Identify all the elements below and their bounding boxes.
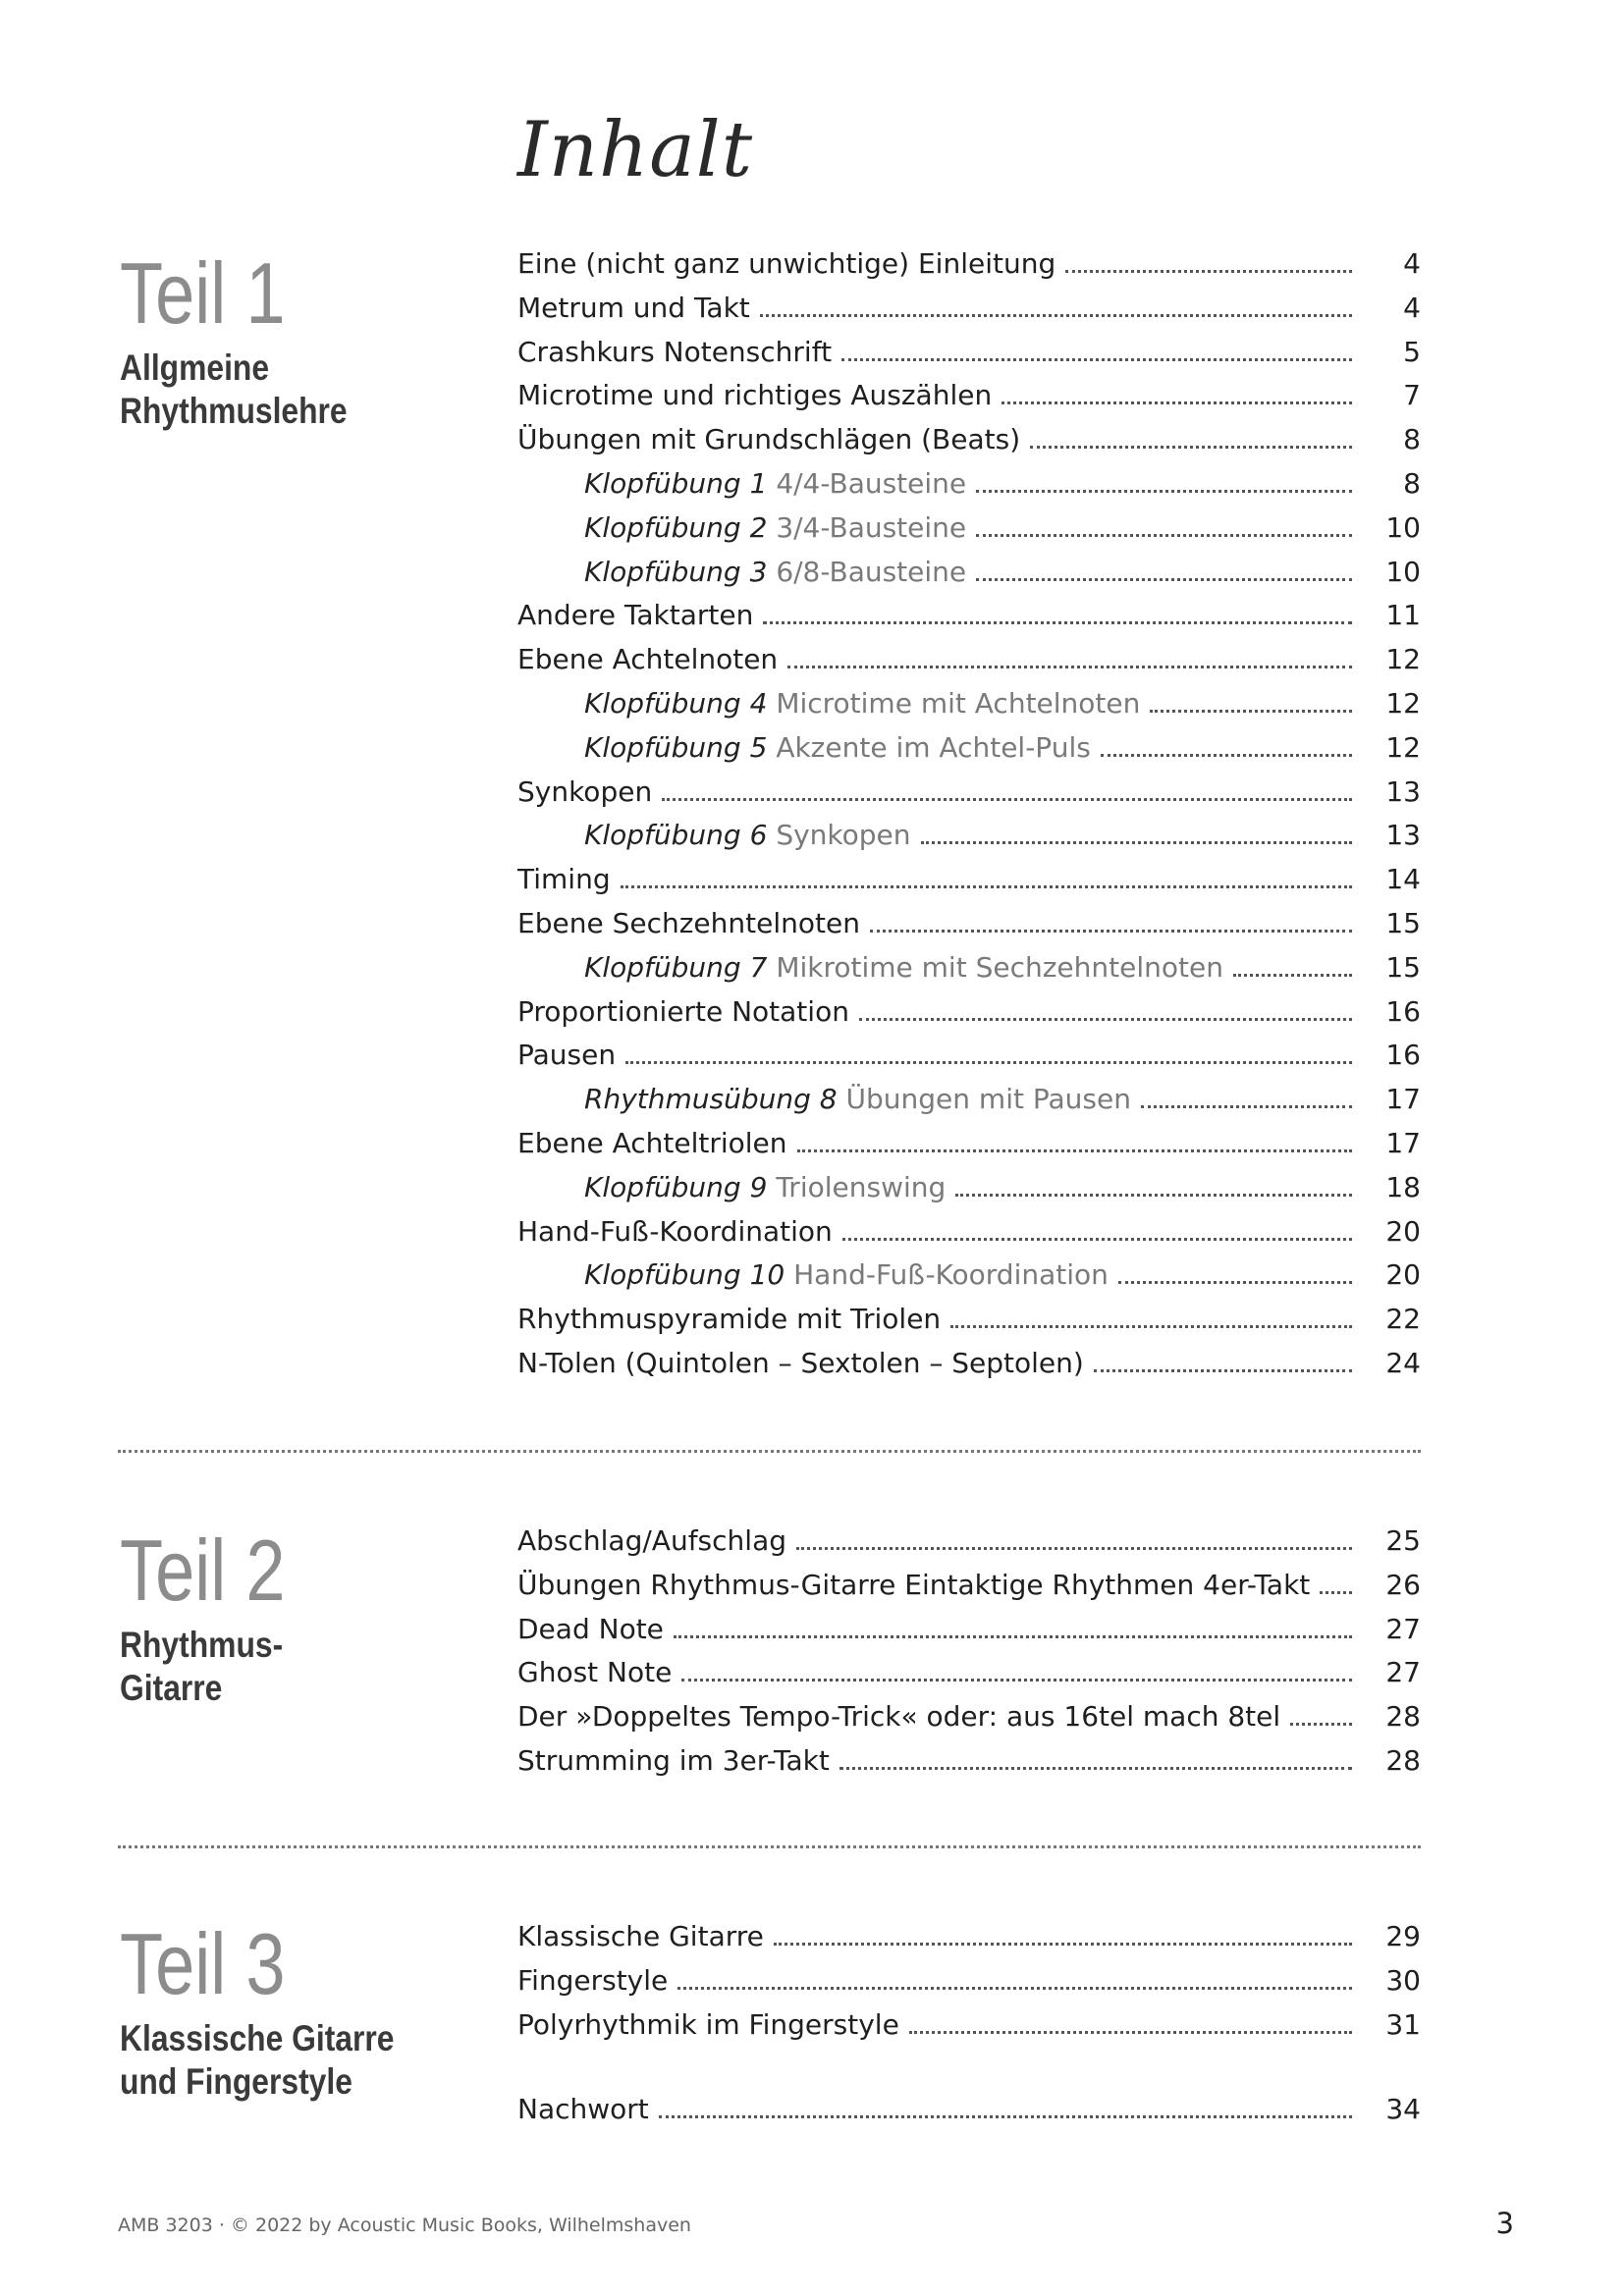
toc-dot-leader: [1094, 1369, 1352, 1372]
part-3-heading: Teil 3: [120, 1915, 286, 2012]
toc-dot-leader: [681, 1679, 1352, 1682]
toc-entry-page: 14: [1385, 863, 1421, 896]
toc-entry-title: [517, 1258, 1118, 1291]
toc-entry: [517, 1613, 1421, 1657]
toc-entry: [517, 819, 1421, 863]
toc-entry: [517, 1039, 1421, 1083]
toc-entry: [517, 1215, 1421, 1259]
toc-entry-title: Hand-Fuß-Koordination: [517, 1214, 833, 1248]
toc-dot-leader: [976, 490, 1352, 493]
toc-dot-leader: [625, 1061, 1352, 1064]
toc-entry-page: 5: [1403, 335, 1421, 368]
toc-entry-exercise-title: 3/4-Bausteine: [776, 510, 967, 544]
toc-dot-leader: [1150, 710, 1352, 713]
toc-entry: [517, 2093, 1421, 2137]
toc-entry-title: Rhythmuspyramide mit Triolen: [517, 1303, 942, 1336]
toc-entry-title: Abschlag/Aufschlag: [517, 1524, 786, 1557]
toc-entry-page: 24: [1385, 1346, 1421, 1379]
toc-entry-page: 25: [1385, 1524, 1421, 1557]
toc-entry-exercise-title: Microtime mit Achtelnoten: [776, 686, 1141, 720]
toc-entry: [517, 1920, 1421, 1964]
toc-entry-page: 30: [1385, 1963, 1421, 1997]
toc-entry: [517, 1524, 1421, 1569]
toc-entry-title: Pausen: [517, 1039, 617, 1072]
toc-entry-page: 12: [1385, 730, 1421, 764]
toc-entry: [517, 2008, 1421, 2053]
toc-entry-title: N-Tolen (Quintolen – Sextolen – Septolen): [517, 1346, 1084, 1379]
toc-dot-leader: [976, 578, 1352, 581]
part-3-subtitle: [120, 2017, 394, 2104]
toc-entry-title: [517, 951, 1233, 984]
toc-entry: [517, 292, 1421, 336]
toc-dot-leader: [976, 534, 1352, 537]
toc-entry-page: 7: [1403, 379, 1421, 412]
toc-entry: [517, 1744, 1421, 1789]
toc-entry-page: 4: [1403, 247, 1421, 280]
toc-entry-title: Polyrhythmik im Fingerstyle: [517, 2007, 899, 2041]
toc-entry: [517, 467, 1421, 511]
toc-entry-page: 4: [1403, 291, 1421, 324]
toc-entry-page: 34: [1385, 2093, 1421, 2126]
toc-entry-title: [517, 731, 1101, 764]
toc-entry-exercise-label: Klopfübung 7: [584, 950, 768, 984]
toc-entry-page: 15: [1385, 906, 1421, 939]
toc-entry-title: [517, 511, 976, 544]
toc-dot-leader: [1118, 1281, 1352, 1284]
toc-entry: [517, 1303, 1421, 1347]
toc-entry-title: Timing: [517, 863, 611, 896]
toc-entry: [517, 643, 1421, 687]
part-1-heading: Teil 1: [120, 244, 286, 342]
toc-dot-leader: [950, 1325, 1352, 1328]
toc-entry-page: 13: [1385, 774, 1421, 808]
toc-entry-title: Fingerstyle: [517, 1963, 669, 1997]
toc-entry-title: Eine (nicht ganz unwichtige) Einleitung: [517, 247, 1056, 280]
part-2-heading: Teil 2: [120, 1522, 286, 1619]
toc-entry: [517, 1700, 1421, 1744]
toc-entry-exercise-label: Klopfübung 1: [584, 466, 768, 500]
toc-entry-title: Microtime und richtiges Auszählen: [517, 379, 993, 412]
toc-entry-page: 16: [1385, 1039, 1421, 1072]
toc-entry: [517, 1347, 1421, 1391]
toc-entry-title: [517, 1083, 1141, 1115]
toc-entry-page: 20: [1385, 1214, 1421, 1248]
toc-entry: [517, 379, 1421, 423]
toc-entry-page: 10: [1385, 510, 1421, 544]
part-2-header: [120, 1522, 321, 1710]
toc-entry-title: [517, 1171, 955, 1203]
toc-entry-page: 12: [1385, 643, 1421, 676]
toc-dot-leader: [1141, 1105, 1352, 1108]
toc-entry-exercise-title: Mikrotime mit Sechzehntelnoten: [776, 950, 1223, 984]
toc-entry-page: 17: [1385, 1083, 1421, 1116]
toc-entry-exercise-label: Klopfübung 9: [584, 1170, 768, 1203]
toc-entry-title: Übungen mit Grundschlägen (Beats): [517, 423, 1021, 456]
toc-entry-exercise-title: Synkopen: [776, 819, 911, 852]
part-1-subtitle: [120, 347, 348, 433]
page-number: 3: [1495, 2207, 1514, 2240]
toc-entry-exercise-title: Triolenswing: [776, 1170, 947, 1203]
toc-dot-leader: [787, 666, 1352, 668]
toc-entry-page: 27: [1385, 1612, 1421, 1645]
toc-entry: [517, 1258, 1421, 1303]
toc-dot-leader: [760, 314, 1352, 317]
part-3-subtitle-line: Klassische Gitarre: [120, 2018, 395, 2058]
toc-entry: [517, 687, 1421, 731]
part-1-entries: [517, 247, 1421, 1391]
toc-entry-title: Synkopen: [517, 774, 653, 808]
toc-entry: [517, 731, 1421, 775]
toc-entry-title: Crashkurs Notenschrift: [517, 335, 833, 368]
toc-entry-title: [517, 556, 976, 588]
toc-entry-exercise-label: Klopfübung 4: [584, 686, 768, 720]
toc-entry-exercise-title: Akzente im Achtel-Puls: [776, 730, 1091, 764]
toc-entry: [517, 951, 1421, 995]
toc-entry-title: [517, 819, 921, 851]
toc-dot-leader: [1320, 1591, 1352, 1594]
toc-entry-title: [517, 467, 976, 500]
toc-entry: [517, 995, 1421, 1040]
toc-entry: [517, 511, 1421, 556]
part-1-header: [120, 244, 384, 433]
toc-dot-leader: [870, 930, 1352, 933]
toc-entry-page: 28: [1385, 1700, 1421, 1734]
toc-entry-exercise-title: Hand-Fuß-Koordination: [793, 1258, 1109, 1292]
part-3-header: [120, 1915, 439, 2104]
toc-entry: [517, 1964, 1421, 2008]
footer-copyright: AMB 3203 · © 2022 by Acoustic Music Books, Wilhelmshaven: [118, 2215, 691, 2236]
toc-entry-title: Dead Note: [517, 1612, 664, 1645]
toc-dot-leader: [677, 1987, 1352, 1990]
toc-entry-exercise-label: Klopfübung 6: [584, 819, 768, 852]
toc-entry-page: 15: [1385, 950, 1421, 984]
toc-entry-title: Metrum und Takt: [517, 291, 750, 324]
toc-entry: [517, 863, 1421, 907]
toc-entry-title: Andere Taktarten: [517, 599, 754, 632]
part-3-entries: [517, 1920, 1421, 2137]
toc-entry: [517, 423, 1421, 467]
toc-entry-page: 16: [1385, 994, 1421, 1028]
toc-entry: [517, 1127, 1421, 1171]
toc-dot-leader: [955, 1194, 1352, 1197]
toc-entry-exercise-title: 4/4-Bausteine: [776, 466, 967, 500]
section-divider: [118, 1845, 1421, 1848]
toc-dot-leader: [909, 2031, 1352, 2034]
toc-dot-leader: [839, 1767, 1352, 1770]
toc-dot-leader: [763, 621, 1352, 624]
toc-entry-title: Übungen Rhythmus-Gitarre Eintaktige Rhythmen 4er-Takt: [517, 1568, 1311, 1601]
part-1-subtitle-line: Rhythmuslehre: [120, 391, 348, 431]
toc-entry: [517, 1656, 1421, 1700]
part-2-subtitle-line: Gitarre: [120, 1668, 223, 1708]
toc-entry-page: 20: [1385, 1258, 1421, 1292]
toc-entry-page: 13: [1385, 819, 1421, 852]
toc-dot-leader: [621, 885, 1352, 888]
toc-entry-page: 26: [1385, 1568, 1421, 1601]
toc-dot-leader: [1001, 401, 1352, 404]
toc-entry: [517, 1171, 1421, 1215]
toc-dot-leader: [796, 1547, 1352, 1550]
toc-entry-title: Ebene Achteltriolen: [517, 1126, 787, 1159]
toc-entry-exercise-label: Rhythmusübung 8: [584, 1083, 838, 1116]
toc-entry-exercise-title: 6/8-Bausteine: [776, 555, 967, 588]
toc-entry-page: 8: [1403, 466, 1421, 500]
toc-entry-exercise-title: Übungen mit Pausen: [845, 1083, 1131, 1116]
part-2-subtitle: [120, 1624, 294, 1710]
toc-entry-title: Ebene Achtelnoten: [517, 643, 779, 676]
part-2-entries: [517, 1524, 1421, 1789]
toc-entry: [517, 599, 1421, 643]
toc-dot-leader: [1233, 974, 1352, 977]
toc-entry: [517, 556, 1421, 600]
toc-entry: [517, 336, 1421, 380]
toc-entry-page: 17: [1385, 1126, 1421, 1159]
toc-entry-exercise-label: Klopfübung 5: [584, 730, 768, 764]
toc-dot-leader: [921, 841, 1353, 844]
toc-entry-page: 8: [1403, 423, 1421, 456]
toc-dot-leader: [841, 358, 1352, 361]
toc-entry-title: Ghost Note: [517, 1656, 673, 1689]
toc-entry-page: 12: [1385, 686, 1421, 720]
toc-entry-title: Proportionierte Notation: [517, 994, 849, 1028]
toc-entry-page: 27: [1385, 1656, 1421, 1689]
toc-entry-title: Nachwort: [517, 2093, 649, 2126]
toc-dot-leader: [859, 1018, 1352, 1021]
toc-dot-leader: [674, 1635, 1352, 1638]
toc-entry-page: 10: [1385, 555, 1421, 588]
toc-dot-leader: [1290, 1723, 1352, 1726]
toc-dot-leader: [659, 2115, 1352, 2118]
toc-entry: [517, 775, 1421, 820]
part-2-subtitle-line: Rhythmus-: [120, 1625, 284, 1665]
part-1-subtitle-line: Allgmeine: [120, 347, 270, 388]
part-3-subtitle-line: und Fingerstyle: [120, 2061, 352, 2102]
toc-entry-title: Strumming im 3er-Takt: [517, 1743, 830, 1777]
toc-dot-leader: [774, 1943, 1352, 1946]
toc-dot-leader: [662, 798, 1352, 801]
toc-dot-leader: [842, 1238, 1352, 1241]
page-title: Inhalt: [517, 106, 754, 194]
toc-entry: [517, 907, 1421, 951]
toc-entry: [517, 1083, 1421, 1127]
toc-entry-exercise-label: Klopfübung 10: [584, 1258, 785, 1292]
toc-dot-leader: [1065, 270, 1352, 273]
toc-entry-exercise-label: Klopfübung 2: [584, 510, 768, 544]
toc-dot-leader: [797, 1149, 1352, 1152]
toc-entry-title: Klassische Gitarre: [517, 1920, 764, 1952]
toc-entry-title: [517, 687, 1150, 720]
toc-entry-exercise-label: Klopfübung 3: [584, 555, 768, 588]
toc-entry-page: 11: [1385, 599, 1421, 632]
toc-entry-page: 22: [1385, 1303, 1421, 1336]
toc-entry: [517, 1569, 1421, 1613]
toc-entry-page: 18: [1385, 1170, 1421, 1203]
toc-entry-page: 28: [1385, 1743, 1421, 1777]
toc-entry-title: Der »Doppeltes Tempo-Trick« oder: aus 16tel mach 8tel: [517, 1700, 1281, 1734]
toc-entry: [517, 247, 1421, 292]
section-divider: [118, 1450, 1421, 1453]
toc-dot-leader: [1101, 754, 1352, 757]
toc-entry-page: 29: [1385, 1920, 1421, 1952]
toc-entry-page: 31: [1385, 2007, 1421, 2041]
toc-entry-title: Ebene Sechzehntelnoten: [517, 906, 860, 939]
toc-dot-leader: [1030, 446, 1352, 449]
